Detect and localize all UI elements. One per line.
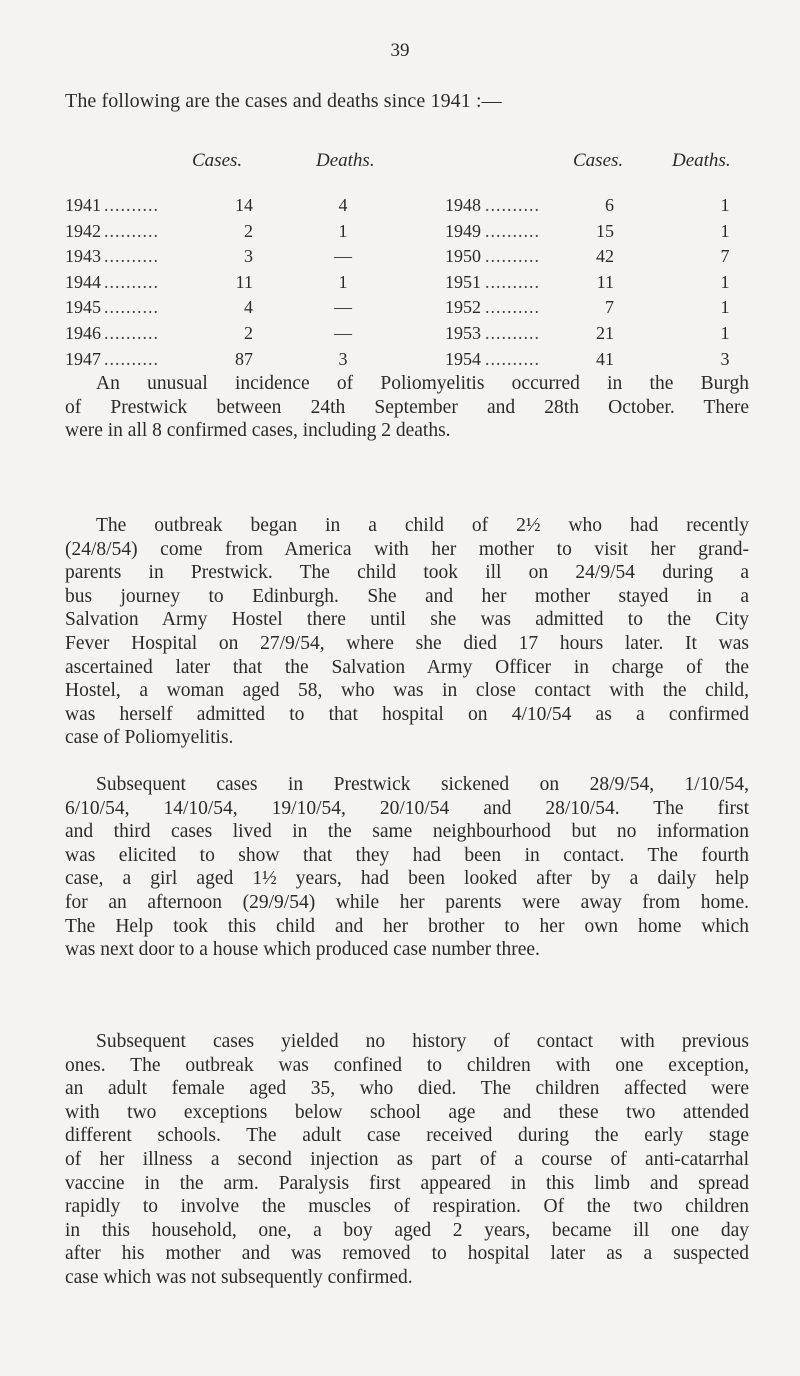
- text-line: was elicited to show that they had been in contact. The fourth: [65, 844, 749, 866]
- text-line: Subsequent cases in Prestwick sickened on 28/9/54, 1/10/54,: [96, 774, 749, 795]
- deaths-cell: —: [334, 323, 352, 343]
- table-row: [0, 297, 800, 322]
- text-line: (24/8/54) come from America with her mother to visit her grand-: [65, 538, 749, 560]
- year-cell: 1945: [65, 297, 101, 318]
- text-line: The Help took this child and her brother to her own home which: [65, 915, 749, 937]
- table-row: [0, 323, 800, 348]
- leader-dots: ..........: [485, 271, 540, 292]
- cases-cell: 87: [235, 348, 253, 369]
- leader-dots: ..........: [104, 297, 159, 318]
- cases-cell: 14: [235, 195, 253, 215]
- deaths-cell: 1: [720, 220, 730, 241]
- year-cell: 1950: [445, 246, 481, 267]
- year-cell: 1944: [65, 271, 101, 292]
- cases-cell: 41: [596, 348, 614, 369]
- text-line: bus journey to Edinburgh. She and her mother stayed in a: [65, 585, 749, 607]
- text-line: with two exceptions below school age and these two attended: [65, 1101, 749, 1123]
- text-line: parents in Prestwick. The child took ill on 24/9/54 during a: [65, 562, 749, 584]
- text-line: after his mother and was removed to hospital later as a suspected: [65, 1243, 749, 1265]
- deaths-cell: 3: [720, 348, 730, 369]
- leader-dots: ..........: [485, 323, 540, 343]
- text-line: was herself admitted to that hospital on 4/10/54 as a confirmed: [65, 703, 749, 725]
- paragraph-4: [65, 1030, 749, 1290]
- deaths-cell: 1: [720, 297, 730, 318]
- text-line: an adult female aged 35, who died. The children affected were: [65, 1078, 749, 1100]
- cases-cell: 11: [596, 271, 614, 292]
- year-cell: 1942: [65, 220, 101, 241]
- paragraph-3: [65, 773, 749, 962]
- text-line: and third cases lived in the same neighbourhood but no information: [65, 821, 749, 843]
- deaths-cell: 7: [720, 246, 730, 267]
- header-deaths-right: Deaths.: [672, 150, 731, 171]
- leader-dots: ..........: [485, 348, 540, 369]
- table-row: [0, 272, 800, 297]
- text-line: The outbreak began in a child of 2½ who had recently: [96, 515, 749, 536]
- cases-cell: 42: [596, 246, 614, 267]
- header-cases-right: Cases.: [573, 150, 624, 171]
- cases-cell: 15: [596, 220, 614, 241]
- cases-cell: 4: [244, 297, 253, 318]
- year-cell: 1954: [445, 348, 481, 369]
- leader-dots: ..........: [104, 348, 159, 369]
- leader-dots: ..........: [104, 220, 159, 241]
- deaths-cell: 4: [338, 195, 348, 215]
- year-cell: 1953: [445, 323, 481, 343]
- year-cell: 1952: [445, 297, 481, 318]
- text-line: Fever Hospital on 27/9/54, where she died 17 hours later. It was: [65, 632, 749, 654]
- cases-cell: 3: [244, 246, 253, 267]
- text-line: were in all 8 confirmed cases, including 2 deaths.: [65, 420, 451, 442]
- year-cell: 1946: [65, 323, 101, 343]
- text-line: case which was not subsequently confirmed.: [65, 1266, 413, 1288]
- year-cell: 1948: [445, 195, 481, 215]
- leader-dots: ..........: [485, 246, 540, 267]
- cases-cell: 11: [235, 271, 253, 292]
- deaths-cell: 3: [338, 348, 348, 369]
- text-line: Subsequent cases yielded no history of contact with previous: [96, 1031, 749, 1052]
- text-line: case, a girl aged 1½ years, had been looked after by a daily help: [65, 868, 749, 890]
- leader-dots: ..........: [104, 246, 159, 267]
- year-cell: 1947: [65, 348, 101, 369]
- leader-dots: ..........: [104, 271, 159, 292]
- text-line: rapidly to involve the muscles of respiration. Of the two children: [65, 1196, 749, 1218]
- year-cell: 1951: [445, 271, 481, 292]
- cases-cell: 2: [244, 220, 253, 241]
- year-cell: 1941: [65, 195, 101, 215]
- year-cell: 1949: [445, 220, 481, 241]
- table-row: [0, 195, 800, 220]
- text-line: for an afternoon (29/9/54) while her parents were away from home.: [65, 891, 749, 913]
- text-line: in this household, one, a boy aged 2 years, became ill one day: [65, 1219, 749, 1241]
- cases-cell: 21: [596, 323, 614, 343]
- text-line: of Prestwick between 24th September and 28th October. There: [65, 396, 749, 418]
- text-line: of her illness a second injection as part of a course of anti-catarrhal: [65, 1148, 749, 1170]
- deaths-cell: —: [334, 246, 352, 267]
- leader-dots: ..........: [485, 220, 540, 241]
- cases-cell: 2: [244, 323, 253, 343]
- deaths-cell: 1: [338, 271, 348, 292]
- year-cell: 1943: [65, 246, 101, 267]
- deaths-cell: —: [334, 297, 352, 318]
- leader-dots: ..........: [104, 323, 159, 343]
- header-deaths-left: Deaths.: [316, 150, 375, 171]
- text-line: 6/10/54, 14/10/54, 19/10/54, 20/10/54 and 28/10/54. The first: [65, 797, 749, 819]
- text-line: Hostel, a woman aged 58, who was in close contact with the child,: [65, 680, 749, 702]
- table-row: [0, 246, 800, 271]
- paragraph-1: [65, 372, 749, 443]
- paragraph-2: [65, 514, 749, 750]
- table-row: [0, 349, 800, 374]
- leader-dots: ..........: [485, 195, 540, 215]
- text-line: ascertained later that the Salvation Army Officer in charge of the: [65, 656, 749, 678]
- deaths-cell: 1: [720, 271, 730, 292]
- cases-cell: 6: [605, 195, 614, 215]
- text-line: was next door to a house which produced case number three.: [65, 939, 540, 961]
- text-line: different schools. The adult case received during the early stage: [65, 1125, 749, 1147]
- leader-dots: ..........: [104, 195, 159, 215]
- deaths-cell: 1: [338, 220, 348, 241]
- leader-dots: ..........: [485, 297, 540, 318]
- text-line: Salvation Army Hostel there until she was admitted to the City: [65, 609, 749, 631]
- text-line: ones. The outbreak was confined to children with one exception,: [65, 1054, 749, 1076]
- text-line: vaccine in the arm. Paralysis first appeared in this limb and spread: [65, 1172, 749, 1194]
- intro-line: The following are the cases and deaths since 1941 :—: [65, 90, 502, 112]
- text-line: An unusual incidence of Poliomyelitis occurred in the Burgh: [96, 373, 749, 394]
- text-line: case of Poliomyelitis.: [65, 727, 234, 749]
- deaths-cell: 1: [720, 195, 730, 215]
- header-cases-left: Cases.: [192, 150, 243, 171]
- deaths-cell: 1: [720, 323, 730, 343]
- page-number: 39: [390, 40, 410, 61]
- table-row: [0, 221, 800, 246]
- cases-cell: 7: [605, 297, 614, 318]
